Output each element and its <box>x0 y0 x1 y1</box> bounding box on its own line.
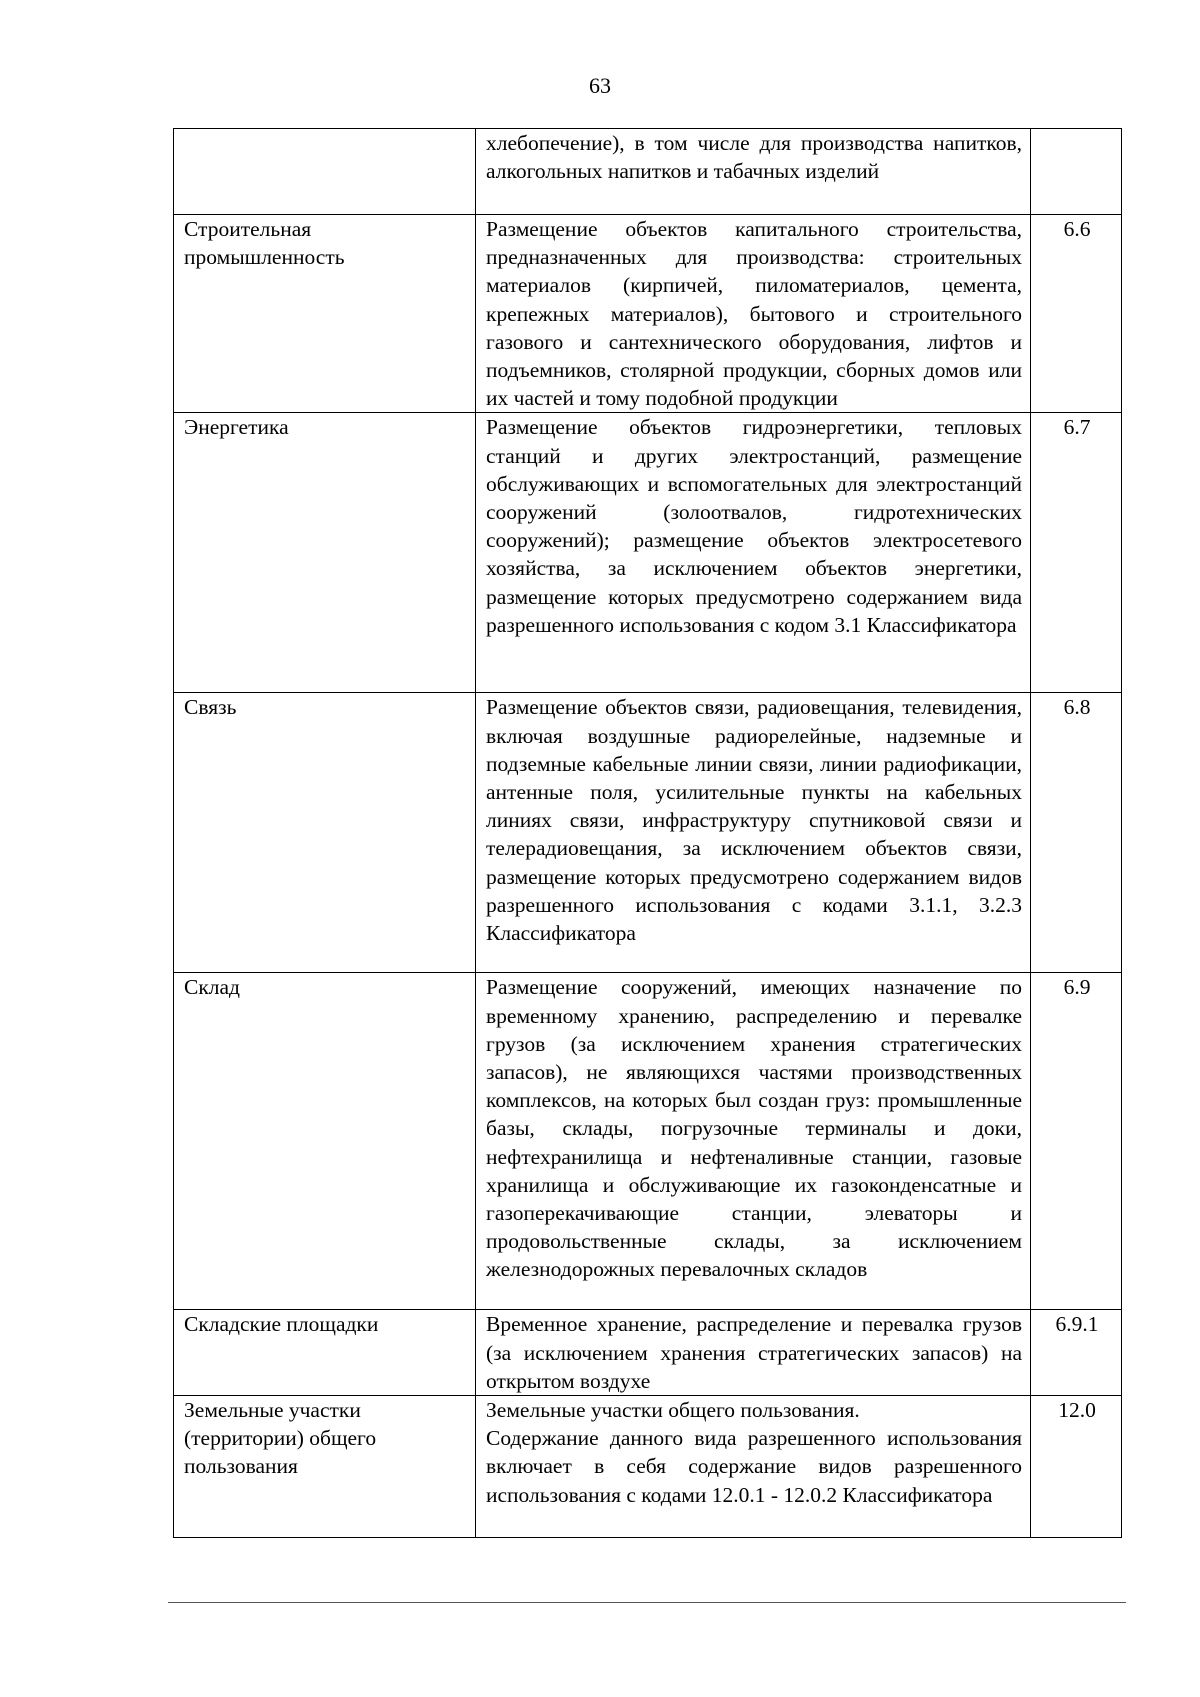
land-use-code: 6.7 <box>1031 413 1122 693</box>
land-use-code: 6.9 <box>1031 973 1122 1310</box>
land-use-description: Размещение объектов гидроэнергетики, тепловых станций и других электростанций, размещение обслуживающих и вспомогательных для электростанций сооружений (золоотвалов, гидротехнических сооружений); размещение объектов электросетевого хозяйства, за исключением объектов энергетики, размещение которых предусмотрено содержанием вида разрешенного использования с кодом 3.1 Классификатора <box>476 413 1031 693</box>
land-use-name <box>174 129 476 215</box>
land-use-table <box>173 128 1122 1538</box>
table-row <box>174 129 1122 215</box>
land-use-name: Строительная промышленность <box>174 215 476 413</box>
land-use-code: 12.0 <box>1031 1396 1122 1538</box>
land-use-description: Размещение объектов капитального строительства, предназначенных для производства: строительных материалов (кирпичей, пиломатериалов, цемента, крепежных материалов), бытового и строительного газового и сантехнического оборудования, лифтов и подъемников, столярной продукции, сборных домов или их частей и тому подобной продукции <box>476 215 1031 413</box>
land-use-description: Размещение объектов связи, радиовещания, телевидения, включая воздушные радиорелейные, надземные и подземные кабельные линии связи, линии радиофикации, антенные поля, усилительные пункты на кабельных линиях связи, инфраструктуру спутниковой связи и телерадиовещания, за исключением объектов связи, размещение которых предусмотрено содержанием видов разрешенного использования с кодами 3.1.1, 3.2.3 Классификатора <box>476 693 1031 973</box>
land-use-code: 6.6 <box>1031 215 1122 413</box>
land-use-code: 6.8 <box>1031 693 1122 973</box>
land-use-description: Земельные участки общего пользования. Содержание данного вида разрешенного использования включает в себя содержание видов разрешенного использования с кодами 12.0.1 - 12.0.2 Классификатора <box>476 1396 1031 1538</box>
land-use-description: Временное хранение, распределение и перевалка грузов (за исключением хранения стратегических запасов) на открытом воздухе <box>476 1310 1031 1396</box>
table-row <box>174 215 1122 413</box>
land-use-name: Склад <box>174 973 476 1310</box>
land-use-name: Складские площадки <box>174 1310 476 1396</box>
table-row <box>174 1396 1122 1538</box>
table-row <box>174 1310 1122 1396</box>
land-use-name: Связь <box>174 693 476 973</box>
land-use-code <box>1031 129 1122 215</box>
land-use-name: Энергетика <box>174 413 476 693</box>
page-number: 63 <box>589 73 611 98</box>
land-use-description: Размещение сооружений, имеющих назначение по временному хранению, распределению и перевалке грузов (за исключением хранения стратегических запасов), не являющихся частями производственных комплексов, на которых был создан груз: промышленные базы, склады, погрузочные терминалы и доки, нефтехранилища и нефтеналивные станции, газовые хранилища и обслуживающие их газоконденсатные и газоперекачивающие станции, элеваторы и продовольственные склады, за исключением железнодорожных перевалочных складов <box>476 973 1031 1310</box>
land-use-code: 6.9.1 <box>1031 1310 1122 1396</box>
table-row <box>174 693 1122 973</box>
table-row <box>174 973 1122 1310</box>
land-use-name: Земельные участки (территории) общего пользования <box>174 1396 476 1538</box>
footer-divider <box>168 1602 1126 1603</box>
land-use-description: хлебопечение), в том числе для производства напитков, алкогольных напитков и табачных изделий <box>476 129 1031 215</box>
table-row <box>174 413 1122 693</box>
